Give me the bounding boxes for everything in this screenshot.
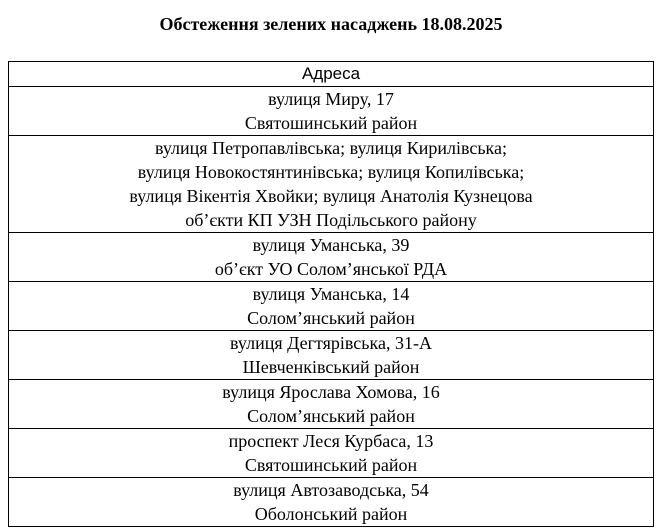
address-table (8, 61, 654, 527)
address-district: Оболонський район (254, 504, 408, 524)
address-street: вулиця Уманська, 39 (252, 235, 410, 255)
address-cell (9, 233, 654, 282)
table-row (9, 331, 654, 380)
address-cell (9, 87, 654, 136)
address-street: вулиця Вікентія Хвойки; вулиця Анатолія Кузнецова (129, 186, 533, 206)
address-street: вулиця Новокостянтинівська; вулиця Копилівська; (137, 162, 525, 182)
address-street: проспект Леся Курбаса, 13 (228, 431, 434, 451)
page-title: Обстеження зелених насаджень 18.08.2025 (159, 14, 503, 34)
address-district: Солом’янський район (247, 308, 415, 328)
table-row (9, 233, 654, 282)
table-row (9, 136, 654, 233)
address-district: Шевченківський район (242, 357, 420, 377)
table-row (9, 380, 654, 429)
address-street: вулиця Ярослава Хомова, 16 (222, 382, 440, 402)
address-district: Святошинський район (244, 455, 418, 475)
address-cell (9, 136, 654, 233)
address-cell (9, 429, 654, 478)
address-district: об’єкти КП УЗН Подільського району (185, 210, 477, 230)
address-cell (9, 331, 654, 380)
address-street: вулиця Петропавлівська; вулиця Кирилівська; (154, 138, 508, 158)
address-street: вулиця Автозаводська, 54 (233, 480, 429, 500)
address-district: Солом’янський район (247, 406, 415, 426)
table-row (9, 478, 654, 527)
table-row (9, 87, 654, 136)
address-district: об’єкт УО Солом’янської РДА (214, 259, 448, 279)
table-row (9, 282, 654, 331)
address-street: вулиця Дегтярівська, 31-А (230, 333, 432, 353)
address-cell (9, 478, 654, 527)
table-header-row (9, 62, 654, 87)
address-street: вулиця Уманська, 14 (252, 284, 410, 304)
column-header-address: Адреса (9, 62, 654, 87)
address-cell (9, 380, 654, 429)
address-street: вулиця Миру, 17 (268, 89, 394, 109)
table-row (9, 429, 654, 478)
address-district: Святошинський район (244, 113, 418, 133)
address-cell (9, 282, 654, 331)
